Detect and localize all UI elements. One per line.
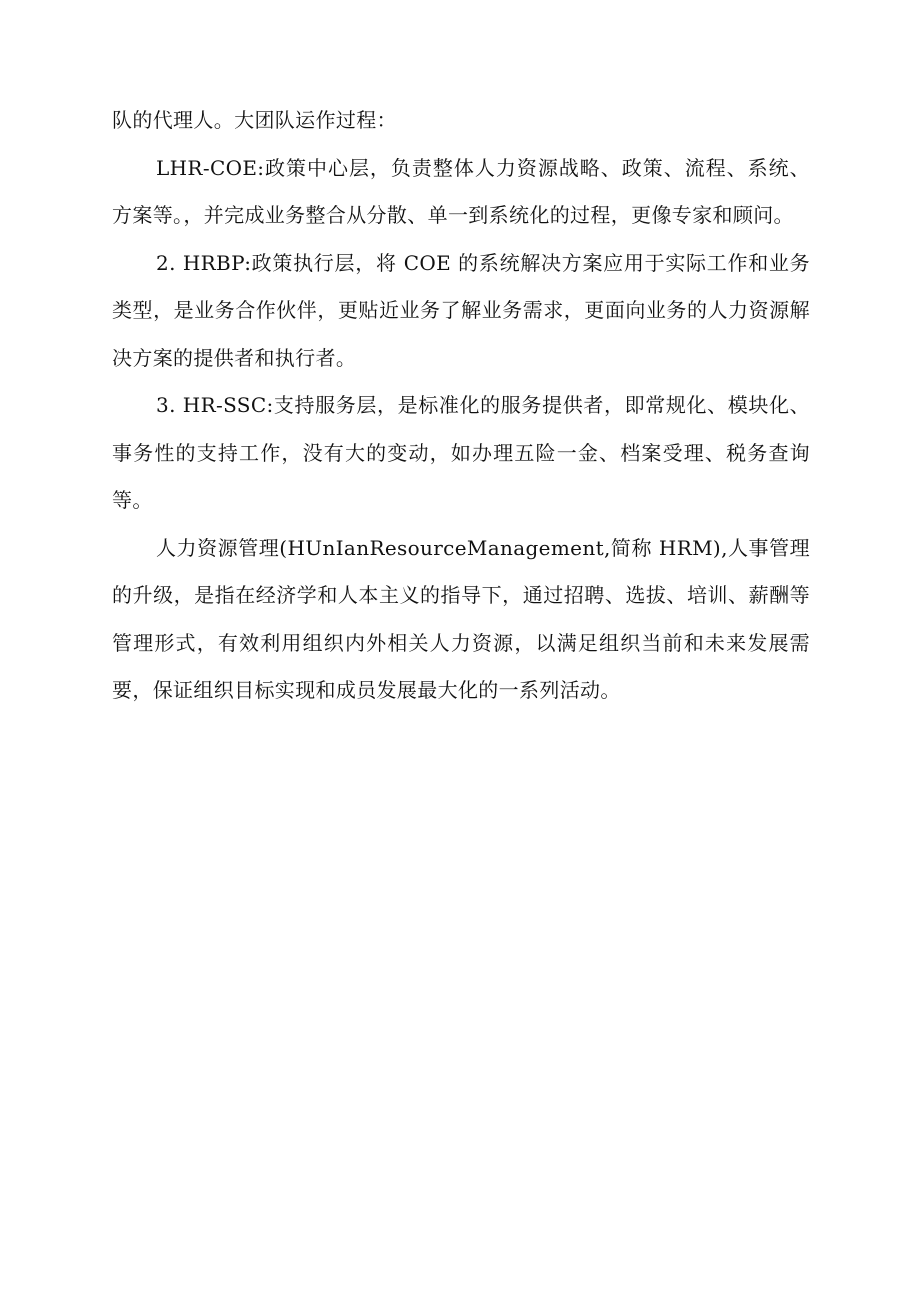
paragraph-hrbp: 2. HRBP:政策执行层，将 COE 的系统解决方案应用于实际工作和业务类型，是业务合作伙伴，更贴近业务了解业务需求，更面向业务的人力资源解决方案的提供者和执行者。 xyxy=(112,250,810,370)
paragraph-team-process: 队的代理人。大团队运作过程： xyxy=(112,108,397,132)
paragraph-hr-ssc: 3. HR-SSC:支持服务层，是标准化的服务提供者，即常规化、模块化、事务性的支持工作，没有大的变动，如办理五险一金、档案受理、税务查询等。 xyxy=(112,393,810,512)
paragraph-hrm-definition: 人力资源管理(HUnIanResourceManagement,简称 HRM),人事管理的升级，是指在经济学和人本主义的指导下，通过招聘、选拔、培训、薪酬等管理形式，有效利用组织内外相关人力资源，以满足组织当前和未来发展需要，保证组织目标实现和成员发展最大化的一系列活动。 xyxy=(112,535,810,702)
paragraph-coe: LHR-COE:政策中心层，负责整体人力资源战略、政策、流程、系统、方案等。，并完成业务整合从分散、单一到系统化的过程，更像专家和顾问。 xyxy=(112,155,810,227)
document-body xyxy=(112,97,810,715)
